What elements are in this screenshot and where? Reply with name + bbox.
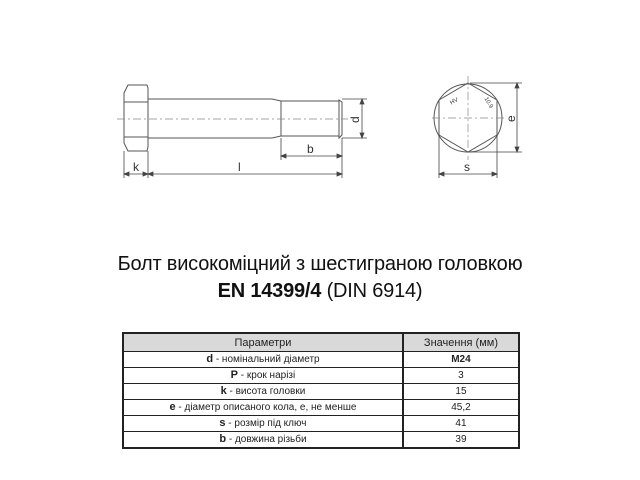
param-desc: - висота головки — [226, 386, 306, 397]
parameters-table — [122, 332, 520, 449]
bolt-technical-drawing — [0, 0, 640, 200]
param-value: M24 — [403, 352, 519, 368]
marking-hv: HV — [449, 97, 460, 107]
param-desc: - крок нарізі — [238, 370, 296, 381]
param-desc: - довжина різьби — [226, 434, 307, 445]
label-k: k — [133, 160, 139, 174]
marking-grade: 10.9 — [482, 96, 494, 110]
product-standard — [0, 280, 640, 303]
table-row — [123, 352, 519, 368]
label-l: l — [238, 160, 241, 174]
param-symbol: k — [220, 385, 227, 397]
product-title: Болт високоміцний з шестиграною головкою — [117, 253, 523, 275]
param-value: 15 — [403, 384, 519, 400]
param-value: 45,2 — [403, 400, 519, 416]
header-values: Значення (мм) — [403, 333, 519, 352]
label-b: b — [307, 142, 314, 156]
header-parameters: Параметри — [123, 333, 403, 352]
table-row — [123, 416, 519, 432]
label-d: d — [348, 116, 362, 123]
param-value: 39 — [403, 432, 519, 449]
param-value: 41 — [403, 416, 519, 432]
param-symbol: b — [219, 433, 227, 445]
label-s: s — [464, 160, 470, 174]
param-desc: - діаметр описаного кола, e, не менше — [175, 402, 357, 413]
table-header-row — [123, 333, 519, 352]
label-e: e — [504, 115, 518, 122]
param-desc: - номінальний діаметр — [213, 354, 320, 365]
param-symbol: s — [219, 417, 226, 429]
param-symbol: e — [169, 401, 176, 413]
table-row — [123, 432, 519, 449]
param-desc: - розмір під ключ — [225, 418, 307, 429]
param-symbol: P — [230, 369, 239, 381]
standard-code: EN 14399/4 — [217, 280, 322, 302]
table-row — [123, 400, 519, 416]
param-value: 3 — [403, 368, 519, 384]
param-symbol: d — [206, 353, 214, 365]
standard-alt: (DIN 6914) — [326, 280, 423, 302]
bolt-head-side — [124, 85, 148, 151]
table-row — [123, 384, 519, 400]
table-row — [123, 368, 519, 384]
